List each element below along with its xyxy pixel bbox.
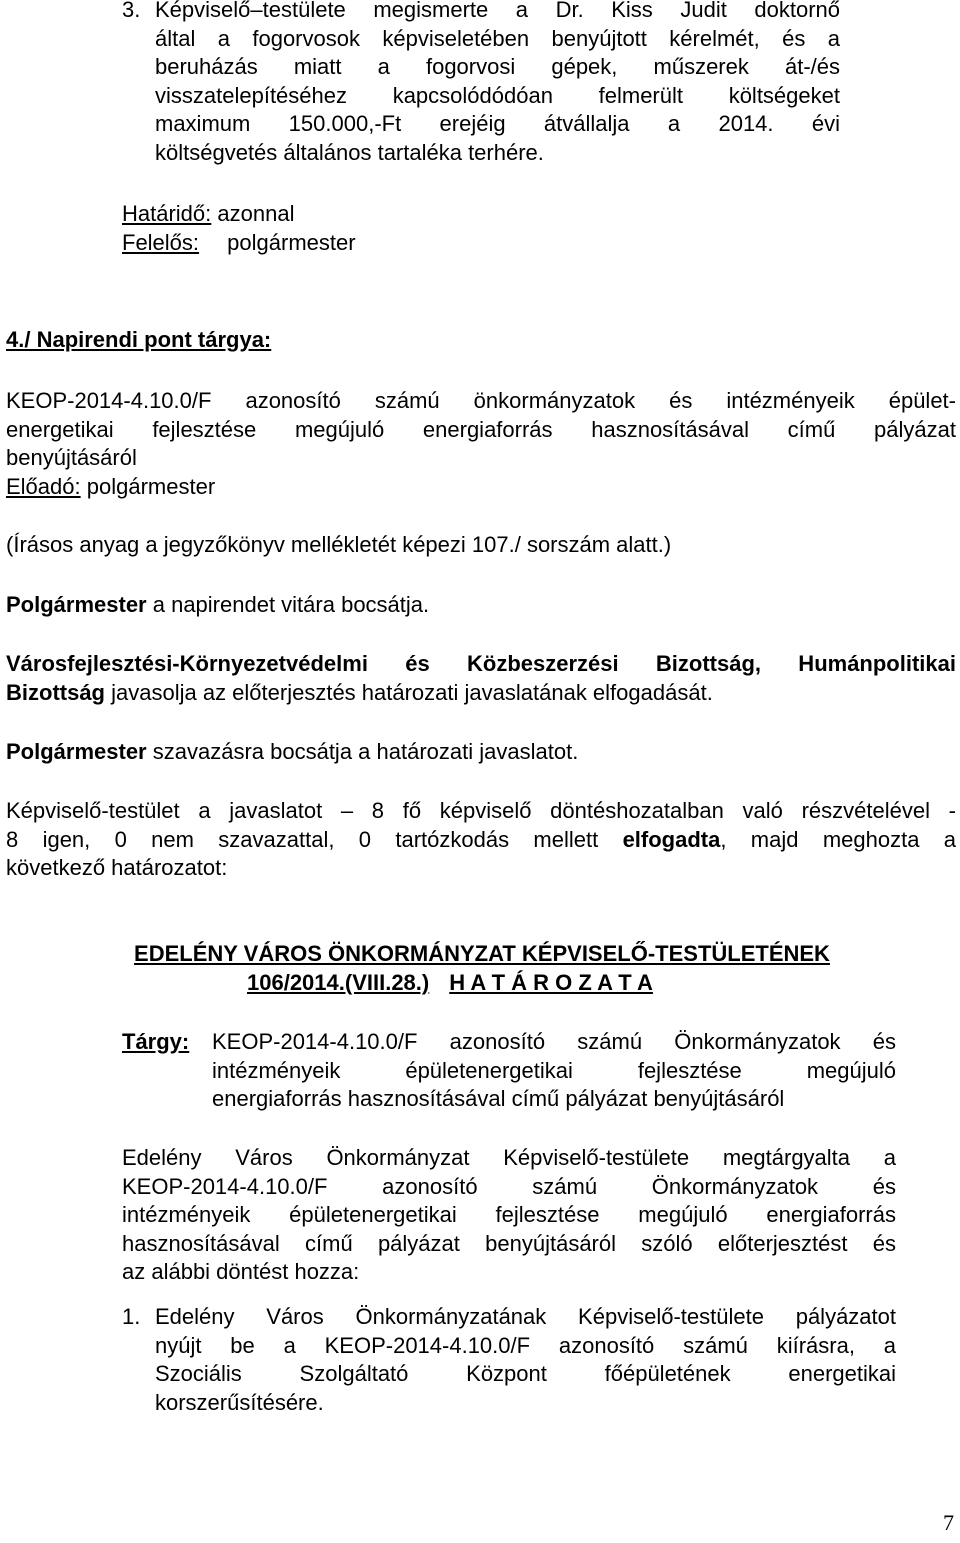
resolution-number-row bbox=[247, 969, 747, 998]
mayor-debate-paragraph bbox=[6, 591, 956, 620]
accepted-word: elfogadta bbox=[622, 826, 721, 852]
responsible-row bbox=[122, 229, 522, 258]
committee-names: Városfejlesztési-Környezetvédelmi és Közbeszerzési Bizottság, Humánpolitikai bbox=[6, 651, 956, 676]
item-3-text bbox=[155, 0, 840, 167]
item-3-number: 3. bbox=[122, 0, 141, 22]
text-line: intézményeik épületenergetikai fejlesztése megújuló bbox=[212, 1057, 896, 1083]
presenter-value: polgármester bbox=[86, 473, 216, 499]
text-line: intézményeik épületenergetikai fejlesztése megújuló energiaforrás bbox=[122, 1202, 896, 1227]
text-line: költségvetés általános tartaléka terhére. bbox=[155, 139, 544, 165]
text-line: Képviselő–testülete megismerte a Dr. Kiss Judit doktornő bbox=[155, 0, 840, 22]
presenter-label: Előadó: bbox=[6, 473, 81, 499]
responsible-value: polgármester bbox=[227, 230, 356, 255]
mayor-label: Polgármester bbox=[6, 592, 147, 617]
text-line: beruházás miatt a fogorvosi gépek, műszerek át-/és bbox=[155, 54, 840, 79]
mayor-label: Polgármester bbox=[6, 739, 147, 764]
presenter-row bbox=[6, 473, 956, 502]
text-line: KEOP-2014-4.10.0/F azonosító számú Önkormányzatok és bbox=[122, 1173, 896, 1199]
text-line: benyújtásáról bbox=[6, 445, 137, 470]
text-line: energiaforrás hasznosításával című pályázat benyújtásáról bbox=[212, 1086, 785, 1111]
attachment-note: (Írásos anyag a jegyzőkönyv mellékletét képezi 107./ sorszám alatt.) bbox=[6, 532, 672, 557]
paragraph-text: szavazásra bocsátja a határozati javaslatot. bbox=[146, 739, 579, 764]
paragraph-text: a napirendet vitára bocsátja. bbox=[146, 592, 430, 617]
text-line: 8 igen, 0 nem szavazattal, 0 tartózkodás mellett elfogadta, majd meghozta a bbox=[6, 826, 956, 852]
text-line: Edelény Város Önkormányzat Képviselő-testülete megtárgyalta a bbox=[122, 1145, 896, 1170]
text-line: Szociális Szolgáltató Központ főépületének energetikai bbox=[155, 1361, 896, 1386]
text-line: energetikai fejlesztése megújuló energiaforrás hasznosításával című pályázat bbox=[6, 416, 956, 442]
paragraph-text: javasolja az előterjesztés határozati javaslatának elfogadását. bbox=[105, 679, 713, 705]
mayor-vote-paragraph bbox=[6, 738, 956, 767]
agenda-subject bbox=[6, 387, 956, 501]
text-line: nyújt be a KEOP-2014-4.10.0/F azonosító számú kiírásra, a bbox=[155, 1332, 896, 1358]
deadline-label: Határidő: bbox=[122, 201, 212, 226]
resolution-number: 106/2014.(VIII.28.) bbox=[247, 970, 430, 995]
resolution-body bbox=[122, 1144, 896, 1287]
text-line: maximum 150.000,-Ft erejéig átvállalja a 2014. évi bbox=[155, 111, 840, 136]
text-line: KEOP-2014-4.10.0/F azonosító számú önkormányzatok és intézményeik épület- bbox=[6, 388, 956, 413]
deadline-value: azonnal bbox=[217, 201, 295, 226]
point-1-text bbox=[155, 1303, 896, 1417]
committee-name-end: Bizottság bbox=[6, 679, 105, 705]
text-line: Edelény Város Önkormányzatának Képviselő-testülete pályázatot bbox=[155, 1304, 896, 1329]
point-1-number: 1. bbox=[122, 1304, 141, 1329]
responsible-label: Felelős: bbox=[122, 230, 200, 255]
text-line: következő határozatot: bbox=[6, 855, 228, 880]
committee-paragraph bbox=[6, 650, 956, 707]
resolution-word: H A T Á R O Z A T A bbox=[449, 970, 653, 995]
resolution-title: EDELÉNY VÁROS ÖNKORMÁNYZAT KÉPVISELŐ-TESTÜLETÉNEK bbox=[134, 941, 830, 966]
text-line: visszatelepítéséhez kapcsolódódóan felmerült költségeket bbox=[155, 82, 840, 108]
agenda-heading: 4./ Napirendi pont tárgya: bbox=[6, 327, 272, 352]
text-line: Képviselő-testület a javaslatot – 8 fő képviselő döntéshozatalban való részvételével - bbox=[6, 798, 956, 823]
vote-result-paragraph bbox=[6, 797, 956, 883]
deadline-row bbox=[122, 200, 522, 229]
text-line: hasznosításával című pályázat benyújtásáról szóló előterjesztést és bbox=[122, 1230, 896, 1256]
text-line: által a fogorvosok képviseletében benyújtott kérelmét, és a bbox=[155, 25, 840, 51]
text-line: korszerűsítésére. bbox=[155, 1389, 324, 1415]
page-number: 7 bbox=[943, 1510, 954, 1535]
resolution-subject bbox=[212, 1028, 896, 1114]
text-line: KEOP-2014-4.10.0/F azonosító számú Önkormányzatok és bbox=[212, 1029, 896, 1054]
resolution-subject-label: Tárgy: bbox=[122, 1029, 190, 1054]
text-line: az alábbi döntést hozza: bbox=[122, 1259, 360, 1284]
